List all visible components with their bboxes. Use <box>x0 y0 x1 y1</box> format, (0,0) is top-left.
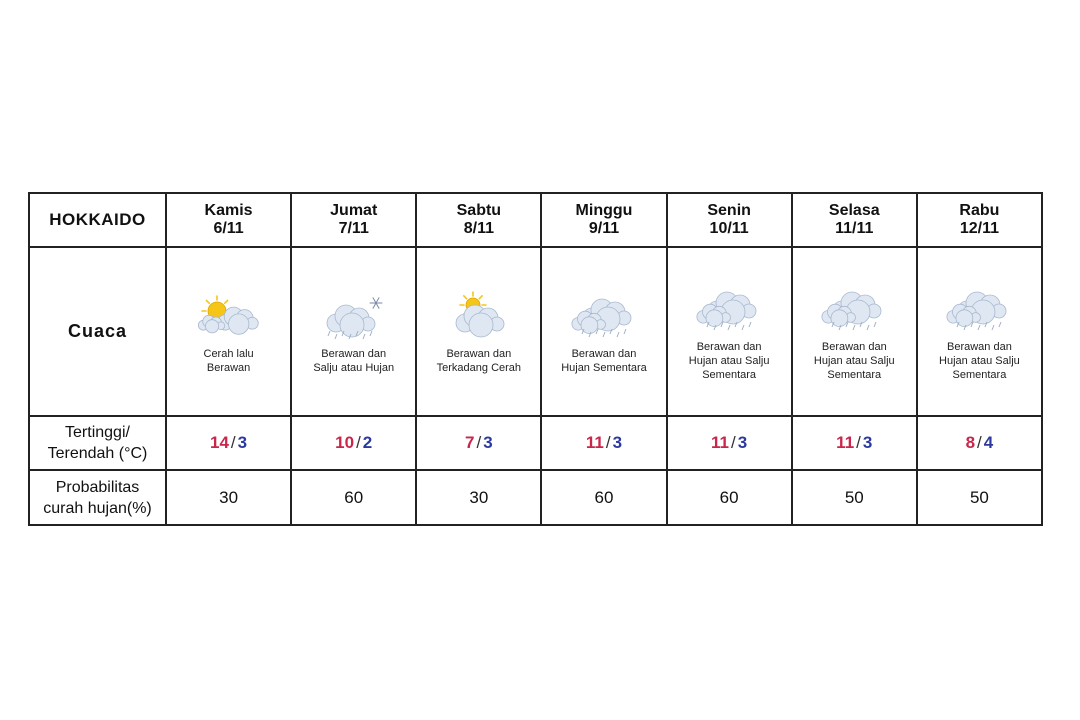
high-temperature: 11 <box>711 433 730 452</box>
weather-description-line: Berawan dan <box>321 347 387 360</box>
rain-probability-value: 60 <box>344 487 364 507</box>
temperature-cell <box>792 416 917 470</box>
day-header <box>166 193 291 247</box>
rain-probability-cell <box>917 470 1042 525</box>
region-name: HOKKAIDO <box>49 210 146 229</box>
temperature-cell <box>667 416 792 470</box>
day-name: Minggu <box>575 202 633 219</box>
day-date: 10/11 <box>709 220 749 237</box>
weather-description-line: Sementara <box>952 368 1007 381</box>
weather-cell <box>541 247 666 416</box>
temperature-separator: / <box>356 433 361 452</box>
weather-description <box>542 347 665 375</box>
sun-cloud-icon <box>191 289 267 341</box>
temperature-row <box>29 416 1042 470</box>
temperature-cell <box>541 416 666 470</box>
low-temperature: 4 <box>983 433 994 452</box>
cloud-rain-icon <box>941 282 1017 334</box>
weather-description-line: Terkadang Cerah <box>436 361 522 374</box>
day-date: 9/11 <box>588 220 620 237</box>
day-header <box>291 193 416 247</box>
region-cell <box>29 193 166 247</box>
header-row <box>29 193 1042 247</box>
weather-cell <box>291 247 416 416</box>
weather-description-line: Cerah lalu <box>203 347 254 360</box>
rain-probability-value: 30 <box>469 487 489 507</box>
temperature-label-line2: Terendah (°C) <box>47 445 148 462</box>
low-temperature: 3 <box>612 433 623 452</box>
weather-description <box>668 340 791 382</box>
day-date: 11/11 <box>835 220 874 237</box>
rain-probability-value: 60 <box>594 487 614 507</box>
cloud-rain-icon <box>691 282 767 334</box>
cloud-rain-icon <box>816 282 892 334</box>
day-header <box>541 193 666 247</box>
day-name: Selasa <box>828 202 880 219</box>
temperature-cell <box>291 416 416 470</box>
rain-probability-value: 30 <box>219 487 239 507</box>
weather-description <box>793 340 916 382</box>
weather-description-line: Sementara <box>827 368 882 381</box>
forecast-table <box>28 192 1043 526</box>
temperature-cell <box>917 416 1042 470</box>
weather-description-line: Berawan dan <box>446 347 512 360</box>
rain-probability-cell <box>667 470 792 525</box>
rain-probability-cell <box>291 470 416 525</box>
high-temperature: 8 <box>965 433 976 452</box>
high-temperature: 14 <box>210 433 229 452</box>
high-temperature: 11 <box>836 433 855 452</box>
day-date: 6/11 <box>213 220 244 237</box>
weather-description <box>918 340 1041 382</box>
temperature-label-cell <box>29 416 166 470</box>
weather-row-label: Cuaca <box>67 321 128 341</box>
day-date: 8/11 <box>463 220 494 237</box>
day-date: 12/11 <box>959 220 999 237</box>
day-name: Sabtu <box>456 202 502 219</box>
day-name: Senin <box>707 202 751 219</box>
rain-probability-cell <box>416 470 541 525</box>
weather-description-line: Salju atau Hujan <box>313 361 395 374</box>
weather-description-line: Berawan dan <box>696 340 762 353</box>
weather-description-line: Berawan <box>206 361 251 374</box>
weather-row <box>29 247 1042 416</box>
low-temperature: 3 <box>237 433 248 452</box>
weather-description <box>417 347 540 375</box>
rain-label-cell <box>29 470 166 525</box>
day-name: Jumat <box>330 202 378 219</box>
rain-probability-row <box>29 470 1042 525</box>
day-header <box>416 193 541 247</box>
day-header <box>917 193 1042 247</box>
temperature-separator: / <box>605 433 611 452</box>
cloud-rain-icon <box>566 289 642 341</box>
weather-cell <box>166 247 291 416</box>
weather-description <box>167 347 290 375</box>
weather-description-line: Hujan Sementara <box>561 361 647 374</box>
day-name: Kamis <box>204 202 253 219</box>
weather-description-line: Sementara <box>702 368 757 381</box>
high-temperature: 11 <box>585 433 604 452</box>
temperature-separator: / <box>856 433 861 452</box>
day-header <box>667 193 792 247</box>
rain-probability-cell <box>166 470 291 525</box>
weather-cell <box>917 247 1042 416</box>
low-temperature: 2 <box>362 433 373 452</box>
cloud-sun-icon <box>441 289 517 341</box>
rain-probability-value: 50 <box>844 487 864 507</box>
day-name: Rabu <box>959 202 1000 219</box>
weather-cell <box>792 247 917 416</box>
weather-cell <box>667 247 792 416</box>
weather-description-line: Hujan atau Salju <box>939 354 1020 367</box>
weather-description <box>292 347 415 375</box>
weather-description-line: Berawan dan <box>821 340 887 353</box>
high-temperature: 10 <box>335 433 355 452</box>
weather-description-line: Hujan atau Salju <box>813 354 895 367</box>
rain-probability-value: 60 <box>719 487 739 507</box>
low-temperature: 3 <box>737 433 748 452</box>
temperature-cell <box>416 416 541 470</box>
rain-probability-cell <box>541 470 666 525</box>
weather-cell <box>416 247 541 416</box>
temperature-separator: / <box>977 433 982 452</box>
high-temperature: 7 <box>465 433 475 452</box>
weather-description-line: Berawan dan <box>571 347 637 360</box>
temperature-separator: / <box>731 433 736 452</box>
low-temperature: 3 <box>862 433 873 452</box>
day-date: 7/11 <box>338 220 369 237</box>
rain-label-line2: curah hujan(%) <box>43 499 152 517</box>
day-header <box>792 193 917 247</box>
temperature-label-line1: Tertinggi/ <box>65 424 130 441</box>
rain-label-line1: Probabilitas <box>55 478 140 496</box>
temperature-separator: / <box>476 433 482 452</box>
low-temperature: 3 <box>483 433 493 452</box>
temperature-cell <box>166 416 291 470</box>
cloud-snow-icon <box>316 289 392 341</box>
weather-label-cell <box>29 247 166 416</box>
weather-description-line: Hujan atau Salju <box>688 354 770 367</box>
weather-description-line: Berawan dan <box>947 340 1012 353</box>
rain-probability-value: 50 <box>969 487 989 507</box>
rain-probability-cell <box>792 470 917 525</box>
temperature-separator: / <box>230 433 236 452</box>
